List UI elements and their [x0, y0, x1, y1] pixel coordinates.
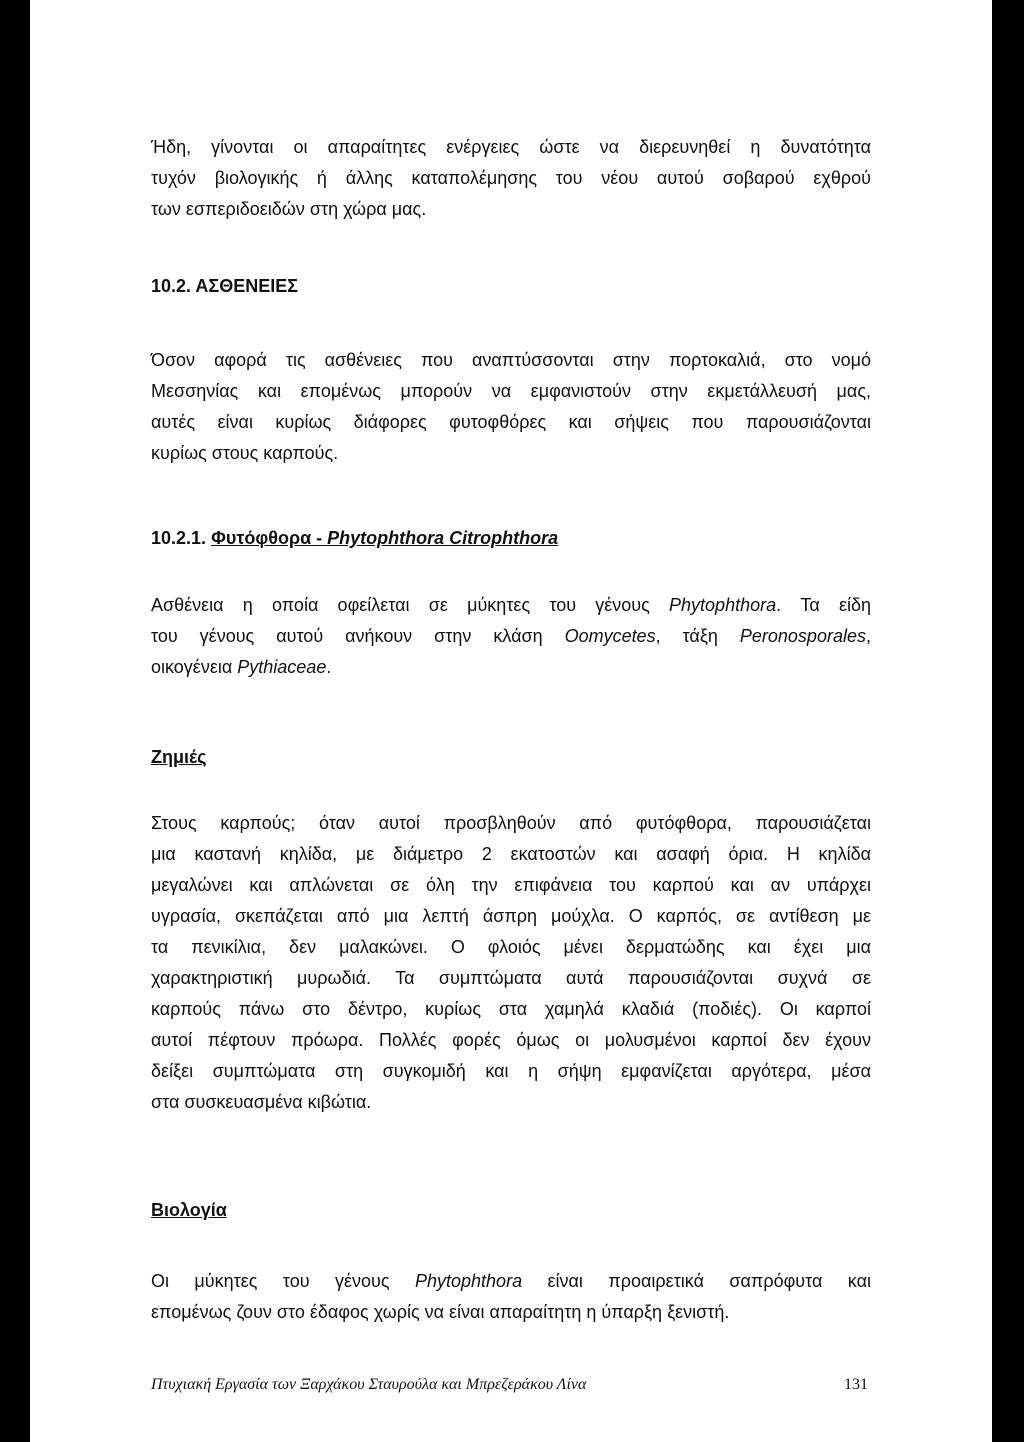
section-title: ΑΣΘΕΝΕΙΕΣ — [195, 276, 299, 296]
damages-line: χαρακτηριστική μυρωδιά. Τα συμπτώματα αυτά παρουσιάζονται συχνά σε — [151, 968, 871, 988]
subsection-heading — [151, 526, 871, 550]
text-run: , — [865, 626, 871, 646]
subsection-number: 10.2.1. — [151, 528, 207, 548]
section-line: κυρίως στους καρπούς. — [151, 443, 339, 463]
text-run: . Τα είδη — [776, 595, 872, 615]
footer-text: Πτυχιακή Εργασία των Ξαρχάκου Σταυρούλα και Μπρεζεράκου Λίνα — [151, 1376, 587, 1393]
subsection-line — [151, 621, 871, 652]
subsection-line — [151, 652, 871, 683]
damages-line: Στους καρπούς; όταν αυτοί προσβληθούν από φυτόφθορα, παρουσιάζεται — [151, 813, 871, 833]
biology-line — [151, 1266, 871, 1297]
damages-heading: Ζημιές — [151, 747, 207, 767]
intro-line: των εσπεριδοειδών στη χώρα μας. — [151, 199, 427, 219]
text-run: Οι μύκητες του γένους — [151, 1271, 415, 1291]
damages-line: τα πενικίλια, δεν μαλακώνει. Ο φλοιός μένει δερματώδης και έχει μια — [151, 937, 871, 957]
damages-line: μια καστανή κηλίδα, με διάμετρο 2 εκατοστών και ασαφή όρια. Η κηλίδα — [151, 844, 871, 864]
biology-paragraph — [151, 1266, 871, 1328]
class-name: Oomycetes — [564, 626, 656, 646]
genus-name: Phytophthora — [669, 595, 777, 615]
section-line: Μεσσηνίας και επομένως μπορούν να εμφανιστούν στην εκμετάλλευσή μας, — [151, 381, 871, 401]
section-number: 10.2. — [151, 276, 192, 296]
page-number: 131 — [844, 1376, 868, 1393]
order-name: Peronosporales — [739, 626, 866, 646]
text-run: Ασθένεια η οποία οφείλεται σε μύκητες του γένους — [151, 595, 670, 615]
intro-line: Ήδη, γίνονται οι απαραίτητες ενέργειες ώστε να διερευνηθεί η δυνατότητα — [151, 137, 871, 157]
biology-line: επομένως ζουν στο έδαφος χωρίς να είναι απαραίτητη η ύπαρξη ξενιστή. — [151, 1302, 730, 1322]
section-paragraph — [151, 345, 871, 469]
family-name: Pythiaceae — [237, 657, 327, 677]
damages-line: μεγαλώνει και απλώνεται σε όλη την επιφάνεια του καρπού και αν υπάρχει — [151, 875, 871, 895]
damages-line: αυτοί πέφτουν πρόωρα. Πολλές φορές όμως οι μολυσμένοι καρποί δεν έχουν — [151, 1030, 871, 1050]
subsection-paragraph — [151, 590, 871, 683]
damages-line: καρπούς πάνω στο δέντρο, κυρίως στα χαμηλά κλαδιά (ποδιές). Οι καρποί — [151, 999, 871, 1019]
text-run: , τάξη — [655, 626, 740, 646]
text-run: . — [326, 657, 332, 677]
subsection-line — [151, 590, 871, 621]
subsection-title-separator: - — [311, 528, 328, 548]
damages-paragraph — [151, 808, 871, 1118]
genus-name: Phytophthora — [415, 1271, 523, 1291]
damages-line: στα συσκευασμένα κιβώτια. — [151, 1092, 372, 1112]
subsection-title-greek: Φυτόφθορα — [211, 528, 312, 548]
damages-line: δείξει συμπτώματα στη συγκομιδή και η σήψη εμφανίζεται αργότερα, μέσα — [151, 1061, 871, 1081]
document-page — [30, 0, 992, 1442]
intro-line: τυχόν βιολογικής ή άλλης καταπολέμησης του νέου αυτού σοβαρού εχθρού — [151, 168, 871, 188]
intro-paragraph — [151, 132, 871, 225]
biology-heading: Βιολογία — [151, 1200, 227, 1220]
text-run: οικογένεια — [151, 657, 238, 677]
damages-line: υγρασία, σκεπάζεται από μια λεπτή άσπρη μούχλα. Ο καρπός, σε αντίθεση με — [151, 906, 871, 926]
subsection-title-latin: Phytophthora Citrophthora — [327, 528, 559, 548]
section-line: Όσον αφορά τις ασθένειες που αναπτύσσονται στην πορτοκαλιά, στο νομό — [151, 350, 871, 370]
text-run: του γένους αυτού ανήκουν στην κλάση — [151, 626, 565, 646]
section-heading — [151, 274, 871, 298]
section-line: αυτές είναι κυρίως διάφορες φυτοφθόρες και σήψεις που παρουσιάζονται — [151, 412, 871, 432]
text-run: είναι προαιρετικά σαπρόφυτα και — [522, 1271, 871, 1291]
